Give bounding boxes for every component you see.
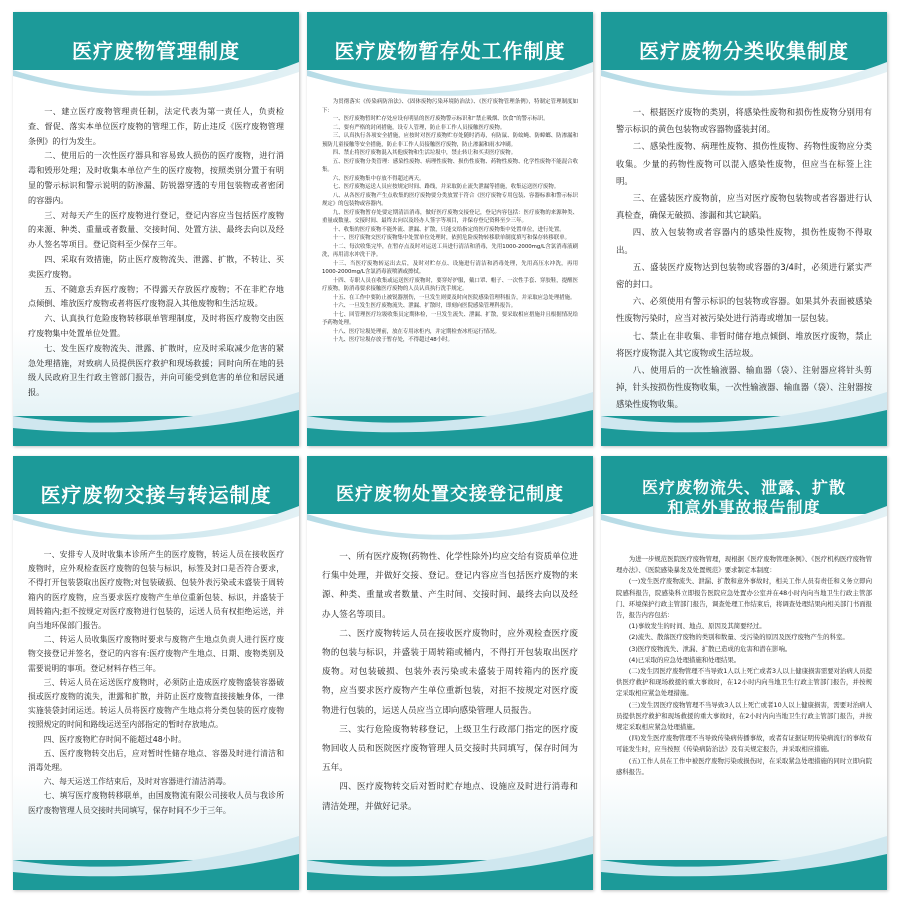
paragraph: 十六、一旦发生医疗废物流失、泄漏、扩散时，即刻向医院感染管理科报告。 xyxy=(332,303,517,309)
paragraph: 为贯彻落实《传染病防治法》、《固体废物污染环境防治法》、《医疗废物管理条例》，特制定管理制度如下： xyxy=(322,99,578,114)
paragraph: 七、发生医疗废物流失、泄露、扩散时，应及时采取减少危害的紧急处理措施，对致病人员提供医疗救护和现场救援；同时向所在地的县级人民政府卫生行政主管部门报告，并向可能受到危害的单位和居民通报。 xyxy=(28,342,284,398)
paragraph: 六、必须使用有警示标识的包装物或容器。如果其外表面被感染性废物污染时，应当对被污染处进行消毒或增加一层包装。 xyxy=(616,296,872,324)
paragraph: 一、根据医疗废物的类别，将感染性废物和损伤性废物分别用有警示标识的黄色包装物或容器物盛装封闭。 xyxy=(616,107,872,135)
paragraph: (四)发生医疗废物管理不当导致传染病传播事故，或者有证据证明传染病流行的事故有可能发生时，应当按照《传染病防治法》及有关规定报告，并采取相应措施。 xyxy=(616,734,872,754)
poster-title xyxy=(601,456,887,534)
paragraph: 二、使用后的一次性医疗器具和容易致人损伤的医疗废物，进行消毒和毁形处理；及时收集本单位产生的医疗废物，按照类别分置于有明显的警示标识和警示说明的防渗漏、防锐器穿透的专用包装物或者密闭的容器内。 xyxy=(28,150,284,205)
poster-title: 医疗废物交接与转运制度 xyxy=(40,482,272,507)
poster-text xyxy=(322,98,578,410)
poster-medical-waste-management xyxy=(13,12,299,446)
paragraph: 十三、当医疗废物转运出去后，及时对贮存点、设施进行清洁和消毒处理，先用高压水冲洗，再用1000-2000mg/L含氯消毒液喷洒或擦拭。 xyxy=(322,260,578,275)
paragraph: 二、转运人员收集医疗废物时要求与废物产生地点负责人进行医疗废物交接登记并签名，登记的内容有:医疗废物产生地点、日期、废物类别及需要说明的事项。登记材料存档三年。 xyxy=(28,635,284,673)
poster-classification-collection xyxy=(601,12,887,446)
paragraph: 十、收集的医疗废物不能外流、泄漏、扩散，只能交给指定的医疗废物集中处置单位，进行处置。 xyxy=(332,226,565,233)
paragraph: 八、从各医疗废物产生点收集的医疗废物要分类放置于符合《医疗废物专用包装、容器标准和警示标识规定》的包装物或容器内。 xyxy=(322,192,578,207)
paragraph: 一、建立医疗废物管理责任制，法定代表为第一责任人，负责检查、督促、落实本单位医疗废物的管理工作，防止违反《医疗废物管理条例》的行为发生。 xyxy=(28,106,284,146)
paragraph: 六、每天运送工作结束后，及时对容器进行清洁消毒。 xyxy=(43,777,231,787)
poster-text xyxy=(616,104,872,410)
poster-title-line1: 医疗废物流失、泄露、扩散 xyxy=(641,478,846,497)
paragraph: 一、所有医疗废物(药物性、化学性除外)均应交给有资质单位进行集中处理，并做好交接、登记。登记内容应当包括医疗废物的来源、种类、重量或者数量、产生时间、交接时间、最终去向以及经办人签名等项目。 xyxy=(322,552,578,620)
paragraph: 五、医疗废物分类管理：感染性废物、病理性废物、损伤性废物、药物性废物、化学性废物不能混合收集。 xyxy=(322,158,578,173)
paragraph: 三、转运人员在运送医疗废物时，必须防止造成医疗废物盛装容器破损或医疗废物的流失，泄露和扩散，并防止医疗废物直接接触身体，一律实施装袋封闭运送。转运人员将医疗废物产生地点将分类包装的医疗废物按照规定的时间和路线运送至内部指定的暂时存放地点。 xyxy=(28,677,284,730)
poster-title: 医疗废物分类收集制度 xyxy=(639,38,849,63)
paragraph: 十八、医疗垃圾处理前，放在专用冰柜内，并定期检查冰柜运行情况。 xyxy=(332,328,500,335)
paragraph: 二、医疗废物转运人员在接收医疗废物时，应外观检查医疗废物的包装与标识，并盛装于周转箱或桶内，不得打开包装取出医疗废物。对包装破损、包装外表污染或未盛装于周转箱内的医疗废物，应当要求医疗废物产生单位重新包装，对拒不按规定对医疗废物进行包装的，运送人员应当立即向感染管理人员报告。 xyxy=(322,628,578,716)
poster-disposal-registration xyxy=(307,456,593,890)
poster-text xyxy=(28,548,284,854)
paragraph: 二、感染性废物、病理性废物、损伤性废物、药物性废物应分类收集。少量的药物性废物可以混入感染性废物，但应当在标签上注明。 xyxy=(616,141,872,186)
poster-temporary-storage xyxy=(307,12,593,446)
paragraph: 一、医疗废物暂时贮存处应设有明显的医疗废物警示标识和“禁止吸烟、饮食”的警示标识。 xyxy=(332,116,549,122)
paragraph: 四、采取有效措施，防止医疗废物流失、泄露、扩散，不转让、买卖医疗废物。 xyxy=(28,253,284,279)
paragraph: 三、认真执行各项安全措施，应按时对医疗废物贮存处随时消毒，有防鼠、防蚊蝇、防蟑螂、防渗漏和预防儿童接触等安全措施，防止非工作人员接触医疗废物，防止渗漏和雨水冲刷。 xyxy=(322,133,578,148)
paragraph: 七、医疗废物运送人员应按规定时间、路线，并采取防止流失泄漏等措施，收集运送医疗废物。 xyxy=(332,184,560,190)
paragraph: 三、实行危险废物转移登记，上级卫生行政部门指定的医疗废物回收人员和医院医疗废物管理人员交接时共同填写，保存时间为五年。 xyxy=(322,724,578,774)
paragraph: (3)医疗废物流失、泄漏、扩散已造成的危害和潜在影响。 xyxy=(628,644,792,653)
paragraph: 一、安排专人及时收集本诊所产生的医疗废物，转运人员在接收医疗废物时，应外观检查医疗废物的包装与标识，标签及封口是否符合要求，不得打开包装袋取出医疗废物;对包装破损、包装外表污染或未盛装于周转箱内的医疗废物，应当要求医疗废物产生单位重新包装、标识，并盛装于周转箱内;拒不按规定对医疗废物进行包装的，运送人员有权拒绝运送，并向当地环保部门报告。 xyxy=(28,550,284,631)
paragraph: 四、禁止将医疗废物混入其他废物和生活垃圾中，禁止转让和买卖医疗废物。 xyxy=(332,150,517,156)
paragraph: 七、禁止在非收集、非暂时储存地点倾倒、堆放医疗废物，禁止将医疗废物混入其它废物或生活垃圾。 xyxy=(616,330,872,358)
paragraph: 九、医疗废物暂存处要定期清洁消毒，做好医疗废物交接登记，登记内容包括：医疗废物的来源种类、重量或数量、交接时间、最终去向以及经办人签字等项目，并保存登记资料至少三年。 xyxy=(322,209,578,224)
paragraph: (五)工作人员在工作中被医疗废物污染或损伤时，在采取紧急处理措施的同时立即向院感科报告。 xyxy=(616,756,872,776)
paragraph: (1)事故发生的时间、地点、原因及其简要经过。 xyxy=(628,622,766,631)
paragraph: 十四、专职人员在收集或运送医疗废物时，要穿好护服，戴口罩、帽子、一次性手套、穿胶鞋，提醒医疗废物，防消毒要求接触医疗废物的人员认真执行洗手规定。 xyxy=(322,277,578,292)
paragraph: (三)发生因医疗废物管理不当导致3人以上死亡或者10人以上健康损害，需要对治病人员提供医疗救护和现场救援的重大事故时，在2小时内向当地卫生行政主管部门报告，并按规定采取相应紧急处理措施。 xyxy=(616,700,872,732)
paragraph: 为进一步规范医院医疗废物管理，现根据《医疗废物管理条例》、《医疗机构医疗废物管理办法》、《医院感染暴发及处置规范》要求制定本制度： xyxy=(616,555,872,575)
paragraph: 十七、回管理医疗垃圾收集员定期体检，一旦发生流失、泄漏、扩散，要采取相应措施并且根据情况给予药物处理。 xyxy=(322,311,578,326)
paragraph: 三、对每天产生的医疗废物进行登记，登记内容应当包括医疗废物的来源、种类、重量或者数量、交接时间、处置方法、最终去向以及经办人签名等项目。登记资料至少保存三年。 xyxy=(28,209,284,250)
paragraph: 十一、医疗废物交医疗废物集中处置单位处理时，依照危险废物转移联单制度填写和保存转移联单。 xyxy=(332,235,570,241)
paragraph: 二、要有严格的封闭措施，设专人管理，防止非工作人员接触医疗废物。 xyxy=(332,124,506,131)
paragraph: 三、在盛装医疗废物前，应当对医疗废物包装物或者容器进行认真检查，确保无破损、渗漏和其它缺陷。 xyxy=(616,193,872,221)
poster-title: 医疗废物暂存处工作制度 xyxy=(334,38,566,63)
paragraph: (2)流失、散落医疗废物的类别和数量、受污染的原因及医疗废物产生的科室。 xyxy=(628,633,849,642)
paragraph: 十五、在工作中要防止被锐器割伤，一旦发生则要及时向医院感染管理科报告，并采取应急处理措施。 xyxy=(332,294,576,301)
paragraph: (4)已采取的应急处理措施和处理结果。 xyxy=(628,655,741,664)
poster-handover-transport xyxy=(13,456,299,890)
paragraph: 五、不随意丢弃医疗废物；不得露天存放医疗废物；不在非贮存地点倾倒、堆放医疗废物或者将医疗废物混入其他废物和生活垃圾。 xyxy=(28,283,284,309)
paragraph: 八、使用后的一次性输液器、输血器（袋）、注射器应将针头剪掉，针头按损伤性废物收集，一次性输液器、输血器（袋）、注射器按感染性废物收集。 xyxy=(616,365,872,410)
poster-text xyxy=(322,548,578,854)
paragraph: 六、认真执行危险废物转移联单管理制度，及时将医疗废物交由医疗废物集中处置单位处置。 xyxy=(28,313,284,338)
paragraph: 十二、每次收集完毕，在暂存点及时对运送工具进行清洁和消毒，先用1000-2000mg/L含氯消毒液刷洗，再用清水冲洗干净。 xyxy=(322,243,578,258)
paragraph: 四、医疗废物转交后对暂时贮存地点、设施应及时进行消毒和清洁处理，并做好记录。 xyxy=(322,782,578,812)
paragraph: 六、医疗废物集中存放不得超过两天。 xyxy=(332,175,425,182)
paragraph: 十九、医疗垃圾存放于暂存处，不得超过48小时。 xyxy=(332,337,453,343)
paragraph: 四、放入包装物或者容器内的感染性废物，损伤性废物不得取出。 xyxy=(616,227,872,255)
paragraph: (一)发生医疗废物流失、泄漏、扩散和意外事故时，相关工作人员有责任和义务立即向院感科报告，院感染科立即报告医院应急处置办公室并在48小时内向当地卫生行政主管部门、环境保护行政主管部门报告，调查处理工作结束后，将调查处理结果向相关部门书面报告，报告内容包括： xyxy=(616,577,872,620)
paragraph: 五、医疗废物转交出后，应对暂时性储存地点、容器及时进行清洁和消毒处理。 xyxy=(28,748,284,773)
poster-title-line2: 和意外事故报告制度 xyxy=(667,498,821,517)
paragraph: (二)发生因医疗废物管理不当导致1人以上死亡或者3人以上健康损害需要对治病人员提供医疗救护和现场救援的重大事故时，在12小时内向当地卫生行政主管部门报告，并按规定采取相应紧急处理措施。 xyxy=(616,667,872,698)
paragraph: 五、盛装医疗废物达到包装物或容器的3/4时，必须进行紧实严密的封口。 xyxy=(616,261,872,290)
paragraph: 七、填写医疗废物转移联单，由国废物流有限公司接收人员与我诊所医疗废物管理人员交接时共同填写，保存时间不少于三年。 xyxy=(28,791,284,815)
poster-text xyxy=(28,104,284,410)
poster-title: 医疗废物管理制度 xyxy=(72,38,240,63)
poster-text xyxy=(616,554,872,854)
poster-title: 医疗废物处置交接登记制度 xyxy=(336,483,564,505)
paragraph: 四、医疗废物贮存时间不能超过48小时。 xyxy=(43,734,187,744)
poster-accident-reporting xyxy=(601,456,887,890)
